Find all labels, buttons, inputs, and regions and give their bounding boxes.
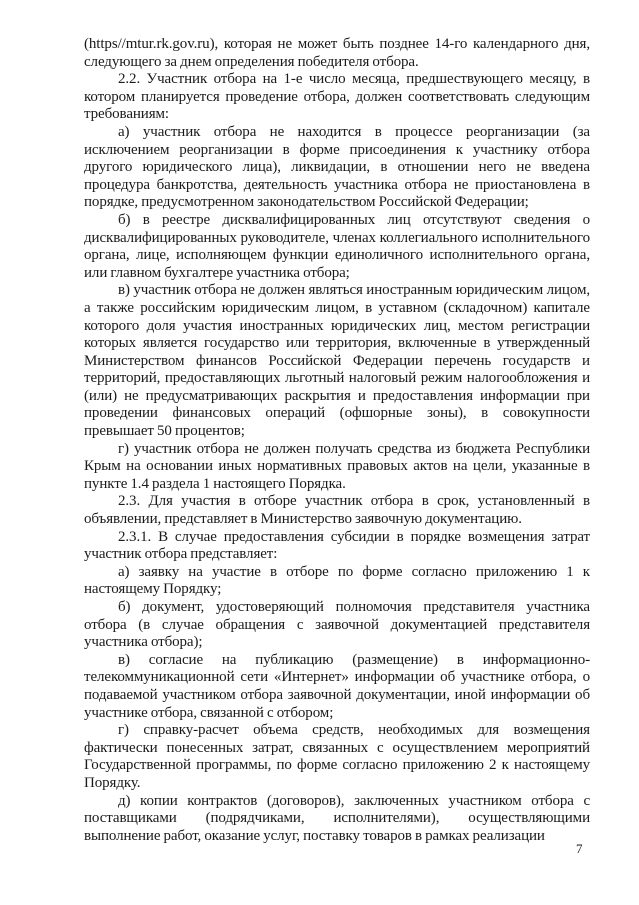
paragraph-2-3: 2.3. Для участия в отборе участник отбора в срок, установленный в объявлении, представляет в Министерство заявочную документацию. — [84, 493, 590, 528]
paragraph-2-2-v: в) участник отбора не должен являться иностранным юридическим лицом, а также российским юридическим лицом, в уставном (складочном) капитале которого доля участия иностранных юридических лиц, местом регистрации которых является государство или территория, включенные в утвержденный Министерством финансов Российской Федерации перечень государств и территорий, предоставляющих льготный налоговый режим налогообложения и (или) не предусматривающих раскрытия и предоставления информации при проведении финансовых операций (офшорные зоны), в совокупности превышает 50 процентов; — [84, 282, 590, 440]
page-number: 7 — [576, 841, 583, 856]
paragraph-continuation: (https//mtur.rk.gov.ru), которая не может быть позднее 14-го календарного дня, следующего за днем определения победителя отбора. — [84, 36, 590, 70]
document-body — [84, 36, 590, 845]
paragraph-2-2-b: б) в реестре дисквалифицированных лиц отсутствуют сведения о дисквалифицированных руководителе, членах коллегиального исполнительного органа, лице, исполняющем функции единоличного исполнительного органа, или главном бухгалтере участника отбора; — [84, 211, 590, 281]
paragraph-2-3-1-g: г) справку-расчет объема средств, необходимых для возмещения фактически понесенных затрат, связанных с осуществлением мероприятий Государственной программы, по форме согласно приложению 2 к настоящему Порядку. — [84, 722, 590, 791]
paragraph-2-2-g: г) участник отбора не должен получать средства из бюджета Республики Крым на основании иных нормативных правовых актов на цели, указанные в пункте 1.4 раздела 1 настоящего Порядка. — [84, 440, 590, 492]
paragraph-2-2: 2.2. Участник отбора на 1-е число месяца, предшествующего месяцу, в котором планируется проведение отбора, должен соответствовать следующим требованиям: — [84, 71, 590, 123]
paragraph-2-3-1-d: д) копии контрактов (договоров), заключенных участником отбора с поставщиками (подрядчиками, исполнителями), осуществляющими выполнение работ, оказание услуг, поставку товаров в рамках реализации — [84, 792, 590, 844]
paragraph-2-3-1-v: в) согласие на публикацию (размещение) в информационно-телекоммуникационной сети «Интернет» информации об участнике отбора, о подаваемой участником отбора заявочной документации, иной информации об участнике отбора, связанной с отбором; — [84, 651, 590, 721]
paragraph-2-3-1: 2.3.1. В случае предоставления субсидии в порядке возмещения затрат участник отбора представляет: — [84, 528, 590, 563]
paragraph-2-3-1-a: а) заявку на участие в отборе по форме согласно приложению 1 к настоящему Порядку; — [84, 563, 590, 598]
paragraph-2-2-a: а) участник отбора не находится в процессе реорганизации (за исключением реорганизации в форме присоединения к участнику отбора другого юридического лица), ликвидации, в отношении него не введена процедура банкротства, деятельность участника отбора не приостановлена в порядке, предусмотренном законодательством Российской Федерации; — [84, 123, 590, 211]
paragraph-2-3-1-b: б) документ, удостоверяющий полномочия представителя участника отбора (в случае обращения с заявочной документацией представителя участника отбора); — [84, 599, 590, 651]
